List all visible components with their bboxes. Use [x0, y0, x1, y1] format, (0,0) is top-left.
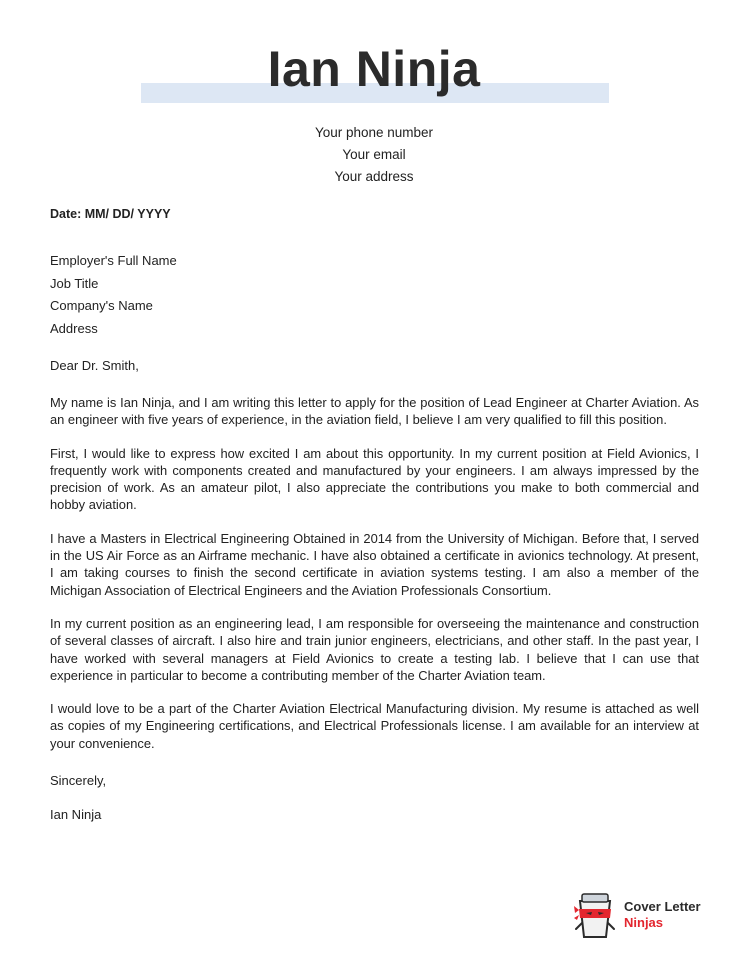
contact-block: [0, 122, 748, 188]
paragraph-closing: I would love to be a part of the Charter Aviation Electrical Manufacturing division. My resume is attached as well as copies of my Engineering certifications, and Electrical Professionals license. I am available for an interview at your convenience.: [50, 701, 699, 751]
paragraph-excitement: First, I would like to express how excited I am about this opportunity. In my current position at Field Avionics, I frequently work with components created and manufactured by your engineers. I am always impressed by the precision of work. As an amateur pilot, I also appreciate the contributions you make to both commercial and hobby aviation.: [50, 445, 699, 513]
logo-line-2: Ninjas: [624, 915, 664, 930]
letter-body: [50, 394, 699, 768]
phone-number: Your phone number: [314, 125, 434, 140]
paragraph-education: I have a Masters in Electrical Engineering Obtained in 2014 from the University of Michigan. Before that, I served in the US Air Force as an Airframe mechanic. I have also obtained a certificate in avionics technology. At present, I am taking courses to finish the second certificate in aviation systems testing. I am also a member of the Michigan Association of Electrical Engineers and the Aviation Professionals Consortium.: [50, 530, 699, 598]
applicant-name: Ian Ninja: [267, 41, 481, 97]
ninja-mascot-icon: [574, 891, 616, 939]
closing: Sincerely,: [50, 773, 107, 788]
employer-company: Company's Name: [50, 298, 153, 314]
email: Your email: [342, 147, 406, 162]
address: Your address: [334, 169, 414, 184]
employer-block: [50, 250, 177, 340]
salutation: Dear Dr. Smith,: [50, 358, 139, 373]
paragraph-intro: My name is Ian Ninja, and I am writing this letter to apply for the position of Lead Engineer at Charter Aviation. As an engineer with five years of experience, in the aviation field, I believe I am very qualified to fill this position.: [50, 395, 699, 428]
signature-name: Ian Ninja: [50, 807, 102, 822]
logo-line-1: Cover Letter: [624, 899, 701, 914]
cover-letter-ninjas-logo: [574, 890, 724, 940]
letter-date: Date: MM/ DD/ YYYY: [50, 207, 171, 221]
employer-job-title: Job Title: [50, 275, 99, 291]
employer-address: Address: [50, 320, 98, 336]
paragraph-current-position: In my current position as an engineering lead, I am responsible for overseeing the maintenance and construction of several classes of aircraft. I also hire and train junior engineers, electricians, and other staff. In the past year, I have worked with several managers at Field Avionics to create a testing lab. I believe that I can use that experience in particular to become a contributing member of the Charter Aviation team.: [50, 615, 699, 683]
employer-full-name: Employer's Full Name: [50, 253, 177, 268]
logo-text: [624, 899, 701, 931]
